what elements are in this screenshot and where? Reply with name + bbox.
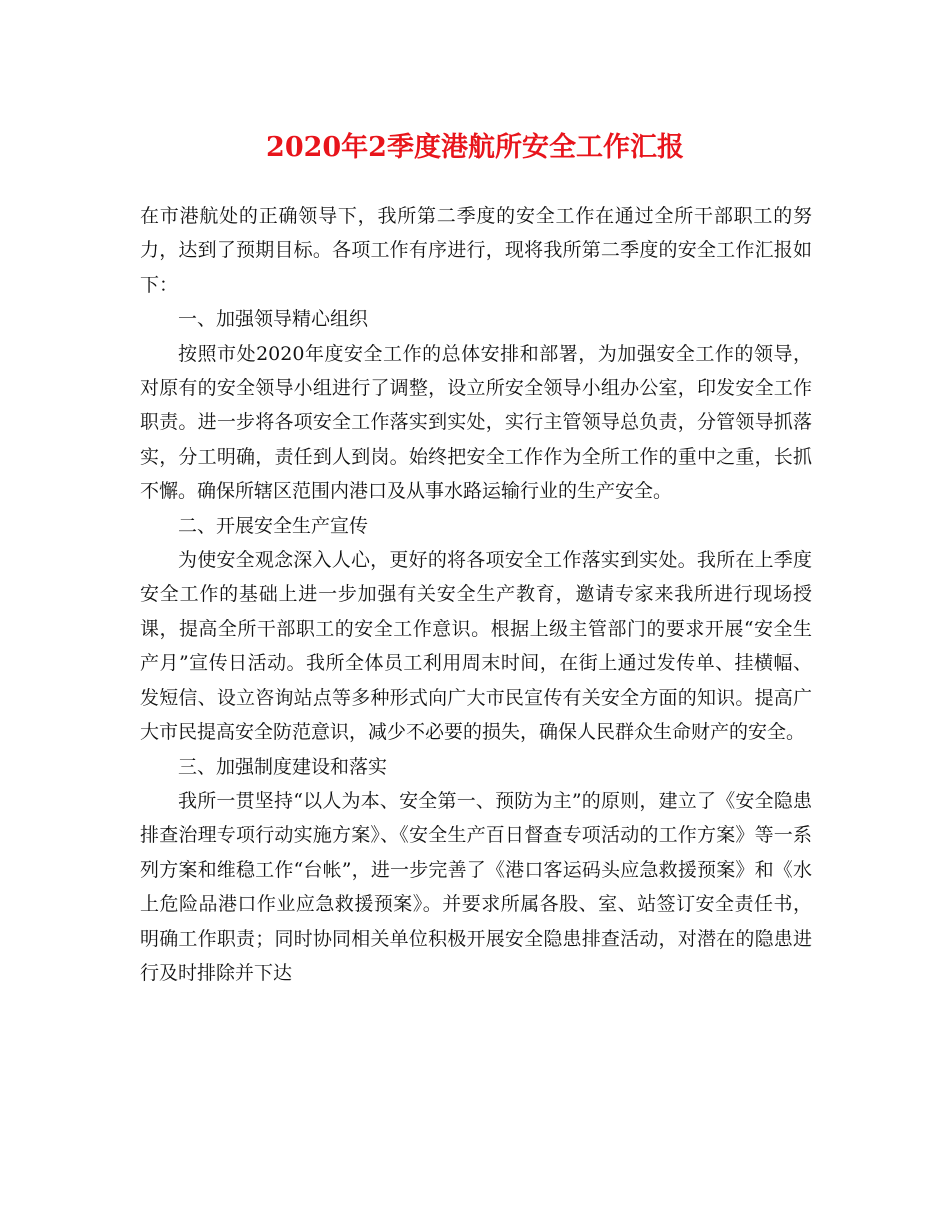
- section-heading-2: 二、开展安全生产宣传: [178, 514, 369, 537]
- section-paragraph-3: 我所一贯坚持“以人为本、安全第一、预防为主”的原则，建立了《安全隐患排查治理专项行动实施方案》、《安全生产百日督查专项活动的工作方案》等一系列方案和维稳工作“台帐”，进一步完善了《港口客运码头应急救援预案》和《水上危险品港口作业应急救援预案》。并要求所属各股、室、站签订安全责任书，明确工作职责；同时协同相关单位积极开展安全隐患排查活动，对潜在的隐患进行及时排除并下达: [140, 789, 812, 984]
- section-heading-1: 一、加强领导精心组织: [178, 308, 369, 331]
- section-paragraph-1: 按照市处2020年度安全工作的总体安排和部署，为加强安全工作的领导，对原有的安全领导小组进行了调整，设立所安全领导小组办公室，印发安全工作职责。进一步将各项安全工作落实到实处，实行主管领导总负责，分管领导抓落实，分工明确，责任到人到岗。始终把安全工作作为全所工作的重中之重，长抓不懈。确保所辖区范围内港口及从事水路运输行业的生产安全。: [140, 342, 812, 503]
- intro-paragraph: 在市港航处的正确领导下，我所第二季度的安全工作在通过全所干部职工的努力，达到了预期目标。各项工作有序进行，现将我所第二季度的安全工作汇报如下：: [140, 205, 812, 296]
- document-title: 2020年2季度港航所安全工作汇报: [266, 132, 684, 163]
- section-paragraph-2: 为使安全观念深入人心，更好的将各项安全工作落实到实处。我所在上季度安全工作的基础上进一步加强有关安全生产教育，邀请专家来我所进行现场授课，提高全所干部职工的安全工作意识。根据上级主管部门的要求开展“安全生产月”宣传日活动。我所全体员工利用周末时间，在街上通过发传单、挂横幅、发短信、设立咨询站点等多种形式向广大市民宣传有关安全方面的知识。提高广大市民提高安全防范意识，减少不必要的损失，确保人民群众生命财产的安全。: [140, 549, 812, 744]
- document-body: [140, 199, 812, 990]
- section-heading-3: 三、加强制度建设和落实: [178, 755, 388, 778]
